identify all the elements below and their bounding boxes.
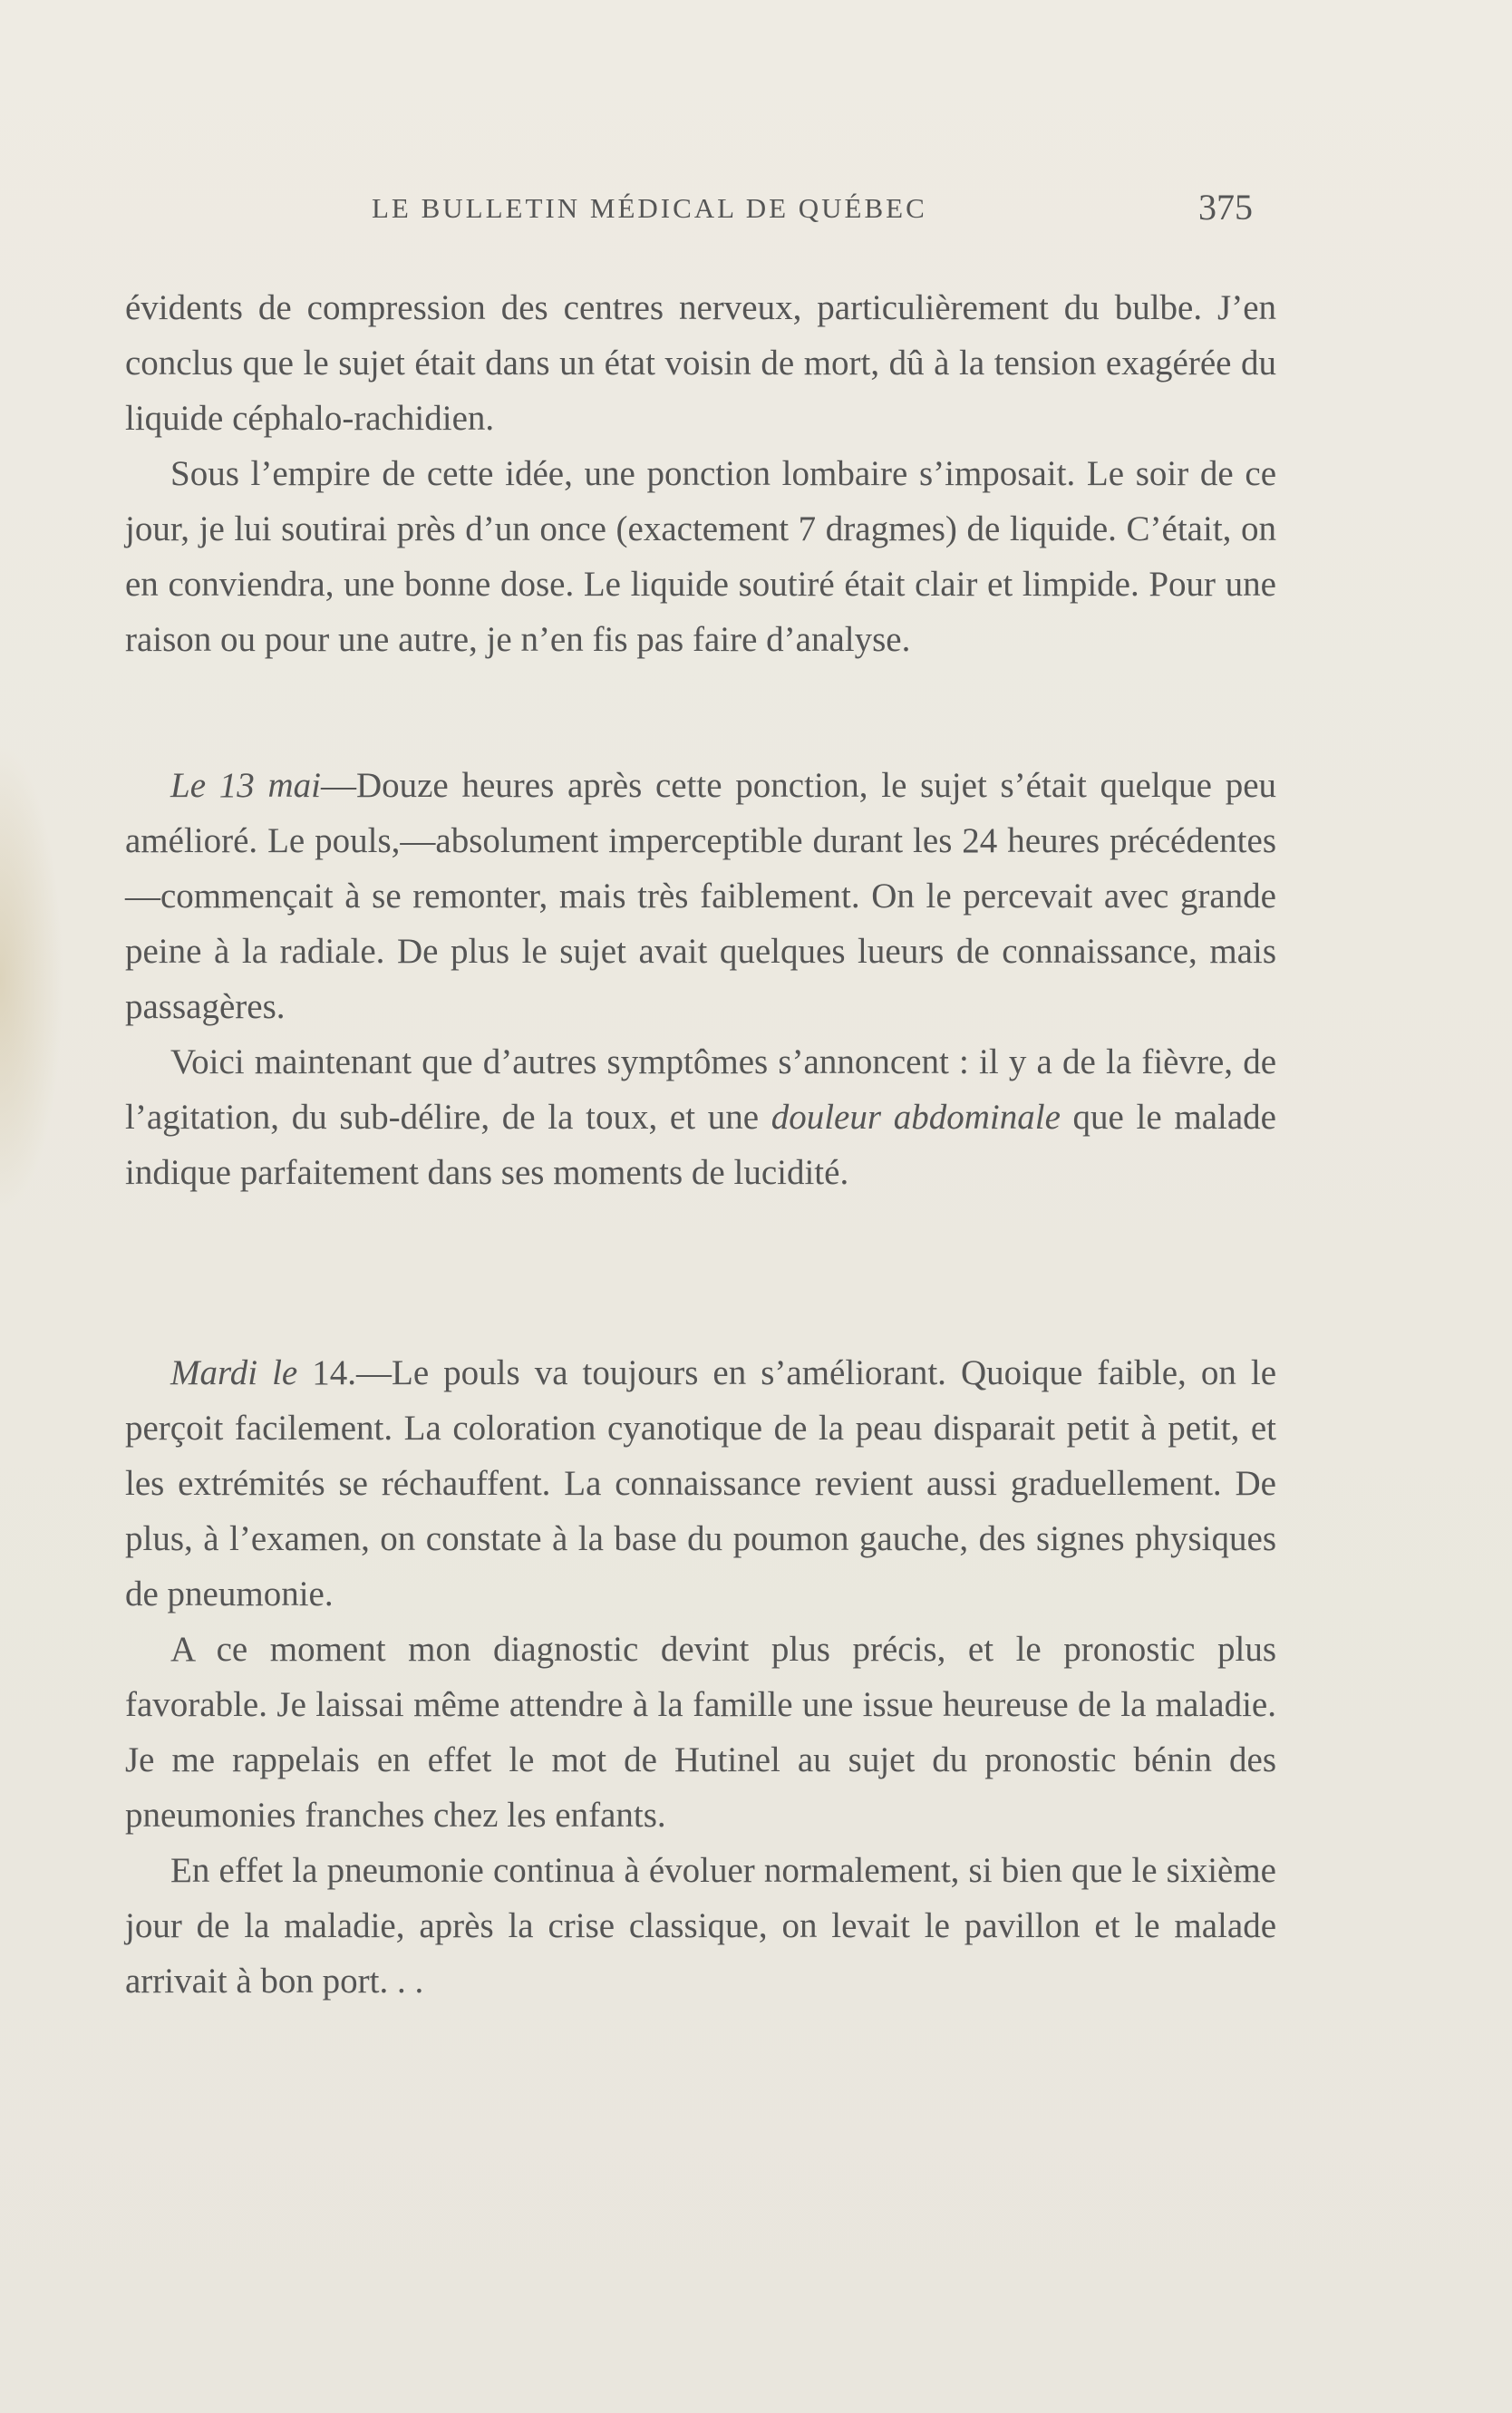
date-label-13-mai: Le 13 mai [170,766,321,805]
paragraph-2: Sous l’empire de cette idée, une ponction lombaire s’imposait. Le soir de ce jour, je lui soutirai près d’un once (exactement 7 dragmes) de liquide. C’était, on en conviendra, une bonne dose. Le liquide soutiré était clair et limpide. Pour une raison ou pour une autre, je n’en fis pas faire d’analyse. [125,454,1276,659]
italic-douleur-abdominale: douleur abdominale [771,1098,1061,1137]
date-label-mardi: Mardi le [170,1353,298,1392]
paragraph-3 [125,758,1276,1034]
body-text-block-2 [125,758,1276,1200]
body-text-block-1 [125,280,1276,667]
paragraph-4-start: Voici maintenant que d’autres symptômes s’annoncent : il y a de la fièvre, de l’agitation, du sub-délire, de la toux, et une [125,1042,1276,1137]
paragraph-6: A ce moment mon diagnostic devint plus précis, et le pronostic plus favorable. Je laissai même attendre à la famille une issue heureuse de la maladie. Je me rappelais en effet le mot de Hutinel au sujet du pronostic bénin des pneumonies franches chez les enfants. [125,1630,1276,1835]
running-title: LE BULLETIN MÉDICAL DE QUÉBEC [372,192,927,224]
paragraph-1: évidents de compression des centres nerveux, particulièrement du bulbe. J’en conclus que le sujet était dans un état voisin de mort, dû à la tension exagérée du liquide céphalo-rachidien. [125,288,1276,438]
paragraph-4-end: que le malade indique parfaitement dans ses moments de lucidité. [125,1098,1276,1192]
page-number: 375 [1198,187,1253,228]
paragraph-4 [125,1034,1276,1200]
paragraph-3-text: —Douze heures après cette ponction, le sujet s’était quelque peu amélioré. Le pouls,—absolument imperceptible durant les 24 heures précédentes—commençait à se remonter, mais très faiblement. On le percevait avec grande peine à la radiale. De plus le sujet avait quelques lueurs de connaissance, mais passagères. [125,766,1277,1026]
paragraph-5 [125,1345,1276,1622]
paper-stain [0,743,63,1215]
paragraph-5-text: 14.—Le pouls va toujours en s’améliorant. Quoique faible, on le perçoit facilement. La coloration cyanotique de la peau disparait petit à petit, et les extrémités se réchauffent. La connaissance revient aussi graduellement. De plus, à l’examen, on constate à la base du poumon gauche, des signes physiques de pneumonie. [125,1353,1276,1614]
paragraph-7: En effet la pneumonie continua à évoluer normalement, si bien que le sixième jour de la maladie, après la crise classique, on levait le pavillon et le malade arrivait à bon port. . . [125,1851,1276,2001]
body-text-block-3 [125,1345,1276,2009]
